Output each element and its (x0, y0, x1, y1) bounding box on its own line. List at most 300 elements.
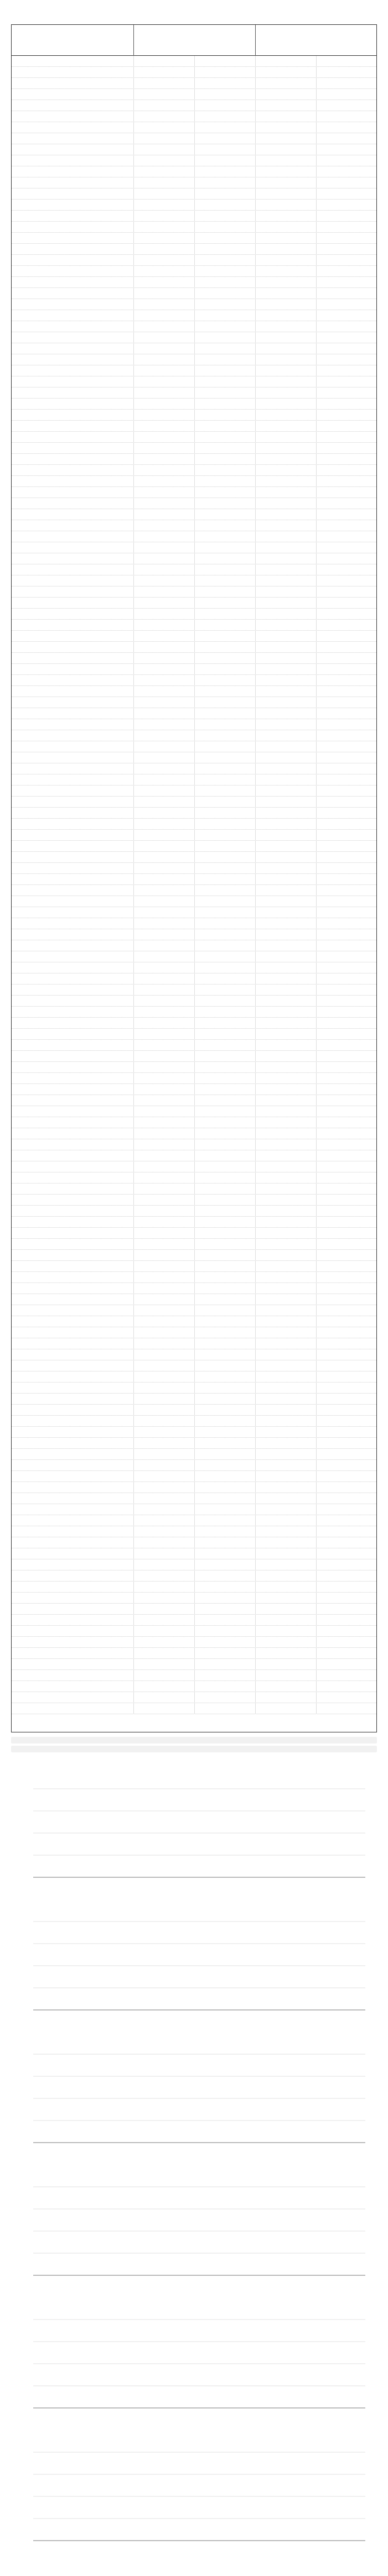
table-cell (316, 1029, 317, 1040)
table-cell (255, 531, 256, 542)
table-cell (255, 288, 256, 299)
note-line (11, 1746, 377, 1752)
table-row (12, 1471, 376, 1482)
table-cell (316, 841, 317, 852)
table-row (12, 1272, 376, 1283)
table-row (12, 1007, 376, 1018)
table-cell (316, 531, 317, 542)
table-cell (194, 233, 195, 244)
table-cell (316, 321, 317, 332)
table-row (12, 1438, 376, 1449)
table-cell (255, 166, 256, 177)
table-cell (194, 907, 195, 918)
table-cell (316, 1018, 317, 1029)
table-cell (194, 1692, 195, 1703)
table-cell (194, 929, 195, 940)
table-cell (316, 664, 317, 675)
table-cell (133, 553, 134, 564)
table-cell (133, 1703, 134, 1714)
table-cell (316, 1405, 317, 1416)
table-row (12, 211, 376, 222)
table-cell (194, 520, 195, 531)
table-cell (316, 255, 317, 266)
table-row (12, 1460, 376, 1471)
table-cell (255, 951, 256, 962)
table-cell (133, 354, 134, 365)
table-row (12, 122, 376, 133)
table-cell (133, 133, 134, 144)
table-cell (133, 841, 134, 852)
table-cell (133, 1681, 134, 1692)
table-cell (316, 1095, 317, 1106)
table-cell (316, 1261, 317, 1272)
table-cell (194, 1073, 195, 1084)
table-cell (194, 940, 195, 951)
table-cell (133, 1471, 134, 1482)
table-cell (194, 1128, 195, 1139)
table-row (12, 808, 376, 819)
table-cell (133, 1228, 134, 1239)
table-cell (255, 1449, 256, 1460)
table-cell (316, 741, 317, 752)
table-cell (255, 454, 256, 465)
table-cell (194, 321, 195, 332)
table-row (12, 1383, 376, 1394)
table-cell (255, 233, 256, 244)
table-cell (316, 863, 317, 874)
chart-panel (11, 2034, 377, 2161)
table-row (12, 56, 376, 67)
table-cell (316, 1316, 317, 1327)
table-cell (133, 177, 134, 189)
table-cell (255, 1294, 256, 1305)
table-cell (255, 354, 256, 365)
table-cell (255, 1305, 256, 1316)
table-cell (316, 1360, 317, 1371)
table-cell (133, 1195, 134, 1206)
table-cell (255, 1670, 256, 1681)
table-cell (133, 1515, 134, 1526)
table-cell (194, 1515, 195, 1526)
table-cell (194, 1228, 195, 1239)
table-cell (316, 1117, 317, 1128)
table-cell (255, 376, 256, 388)
table-cell (255, 1659, 256, 1670)
table-cell (316, 1471, 317, 1482)
table-cell (255, 719, 256, 730)
table-row (12, 1681, 376, 1692)
table-cell (255, 841, 256, 852)
table-cell (255, 388, 256, 399)
table-cell (316, 763, 317, 774)
table-cell (133, 200, 134, 211)
table-cell (194, 343, 195, 354)
table-cell (133, 1316, 134, 1327)
table-cell (316, 885, 317, 896)
table-cell (316, 1559, 317, 1570)
table-cell (255, 1095, 256, 1106)
table-cell (133, 1670, 134, 1681)
table-cell (316, 1604, 317, 1615)
table-cell (133, 918, 134, 929)
table-cell (255, 774, 256, 786)
table-cell (316, 100, 317, 111)
table-cell (255, 940, 256, 951)
table-cell (194, 575, 195, 587)
table-row (12, 1637, 376, 1648)
table-cell (255, 111, 256, 122)
table-cell (133, 1327, 134, 1338)
table-cell (255, 1261, 256, 1272)
table-row (12, 1172, 376, 1184)
table-cell (316, 1670, 317, 1681)
table-cell (316, 1427, 317, 1438)
table-cell (255, 542, 256, 553)
table-cell (316, 1239, 317, 1250)
table-row (12, 332, 376, 343)
table-cell (194, 962, 195, 973)
table-cell (316, 1648, 317, 1659)
table-cell (194, 1615, 195, 1626)
table-row (12, 476, 376, 487)
table-row (12, 1427, 376, 1438)
table-cell (133, 1504, 134, 1515)
table-cell (316, 830, 317, 841)
table-cell (194, 1681, 195, 1692)
table-cell (255, 56, 256, 67)
table-row (12, 730, 376, 741)
table-row (12, 1040, 376, 1051)
table-cell (316, 299, 317, 310)
table-cell (194, 664, 195, 675)
table-cell (255, 1692, 256, 1703)
table-cell (316, 1128, 317, 1139)
table-cell (133, 631, 134, 642)
table-cell (316, 233, 317, 244)
table-cell (133, 233, 134, 244)
table-row (12, 1615, 376, 1626)
table-cell (316, 1327, 317, 1338)
table-cell (133, 1405, 134, 1416)
table-cell (194, 299, 195, 310)
table-cell (316, 1416, 317, 1427)
table-row (12, 620, 376, 631)
table-header (12, 25, 376, 56)
table-cell (133, 708, 134, 719)
table-cell (194, 763, 195, 774)
table-cell (255, 299, 256, 310)
table-cell (194, 255, 195, 266)
chart-caption (11, 2167, 377, 2179)
table-row (12, 1394, 376, 1405)
table-row (12, 1294, 376, 1305)
table-cell (194, 1394, 195, 1405)
table-cell (133, 520, 134, 531)
table-cell (255, 1228, 256, 1239)
table-cell (316, 1283, 317, 1294)
table-cell (255, 432, 256, 443)
table-row (12, 1051, 376, 1062)
table-cell (316, 56, 317, 67)
table-row (12, 1515, 376, 1526)
table-cell (133, 907, 134, 918)
table-cell (316, 786, 317, 797)
table-cell (255, 1084, 256, 1095)
table-row (12, 1604, 376, 1615)
table-cell (255, 133, 256, 144)
table-cell (255, 421, 256, 432)
table-cell (255, 1184, 256, 1195)
table-cell (133, 56, 134, 67)
table-cell (133, 1626, 134, 1637)
table-cell (316, 874, 317, 885)
table-cell (255, 189, 256, 200)
table-cell (133, 78, 134, 89)
table-cell (133, 1139, 134, 1150)
table-cell (133, 443, 134, 454)
table-row (12, 841, 376, 852)
table-cell (133, 896, 134, 907)
chart-panel (11, 2167, 377, 2294)
table-cell (255, 730, 256, 741)
table-cell (194, 388, 195, 399)
table-cell (255, 1493, 256, 1504)
table-cell (133, 67, 134, 78)
table-cell (133, 144, 134, 155)
table-cell (316, 575, 317, 587)
table-cell (255, 1139, 256, 1150)
table-cell (133, 111, 134, 122)
table-cell (133, 587, 134, 598)
table-cell (316, 288, 317, 299)
table-row (12, 1349, 376, 1360)
table-cell (255, 1626, 256, 1637)
table-row (12, 907, 376, 918)
table-cell (133, 1493, 134, 1504)
table-cell (133, 454, 134, 465)
table-cell (133, 1239, 134, 1250)
table-row (12, 1582, 376, 1593)
table-cell (255, 1338, 256, 1349)
line-chart (11, 2447, 377, 2557)
table-row (12, 266, 376, 277)
table-cell (316, 155, 317, 166)
table-cell (194, 421, 195, 432)
table-row (12, 421, 376, 432)
table-cell (316, 1150, 317, 1161)
table-cell (255, 1272, 256, 1283)
table-cell (194, 1371, 195, 1383)
table-row (12, 1206, 376, 1217)
table-cell (133, 376, 134, 388)
table-cell (316, 587, 317, 598)
table-cell (316, 1073, 317, 1084)
table-cell (194, 189, 195, 200)
table-cell (316, 1217, 317, 1228)
table-cell (194, 1095, 195, 1106)
table-cell (194, 653, 195, 664)
table-row (12, 410, 376, 421)
table-cell (255, 1593, 256, 1604)
table-cell (194, 155, 195, 166)
table-cell (316, 730, 317, 741)
table-cell (316, 1515, 317, 1526)
table-cell (255, 797, 256, 808)
table-cell (316, 918, 317, 929)
table-row (12, 1117, 376, 1128)
table-cell (316, 1626, 317, 1637)
chart-panel (11, 1902, 377, 2029)
table-cell (133, 1460, 134, 1471)
table-row (12, 719, 376, 730)
table-cell (194, 819, 195, 830)
table-cell (194, 432, 195, 443)
table-cell (255, 1416, 256, 1427)
table-cell (194, 631, 195, 642)
table-cell (255, 1526, 256, 1537)
table-cell (316, 177, 317, 189)
table-cell (194, 1150, 195, 1161)
table-cell (316, 354, 317, 365)
table-cell (194, 288, 195, 299)
header-indicator-column (12, 25, 133, 56)
table-cell (316, 277, 317, 288)
table-row (12, 277, 376, 288)
table-cell (194, 1383, 195, 1394)
table-cell (255, 1349, 256, 1360)
table-cell (316, 1305, 317, 1316)
table-cell (194, 144, 195, 155)
table-cell (316, 1681, 317, 1692)
table-cell (255, 155, 256, 166)
table-row (12, 189, 376, 200)
table-cell (194, 708, 195, 719)
table-row (12, 962, 376, 973)
table-row (12, 918, 376, 929)
table-cell (316, 1394, 317, 1405)
table-cell (255, 1703, 256, 1714)
table-cell (133, 1051, 134, 1062)
table-cell (133, 288, 134, 299)
table-cell (255, 1206, 256, 1217)
table-row (12, 763, 376, 774)
table-row (12, 1504, 376, 1515)
table-cell (194, 498, 195, 509)
table-row (12, 310, 376, 321)
table-cell (133, 1360, 134, 1371)
table-cell (194, 1316, 195, 1327)
table-cell (255, 410, 256, 421)
table-row (12, 354, 376, 365)
table-row (12, 144, 376, 155)
table-cell (194, 1062, 195, 1073)
table-cell (316, 653, 317, 664)
table-cell (316, 310, 317, 321)
table-row (12, 642, 376, 653)
table-cell (255, 1371, 256, 1383)
table-row (12, 288, 376, 299)
table-cell (194, 918, 195, 929)
table-row (12, 388, 376, 399)
table-cell (133, 299, 134, 310)
table-cell (255, 1559, 256, 1570)
table-cell (316, 1206, 317, 1217)
table-row (12, 1150, 376, 1161)
table-cell (133, 874, 134, 885)
table-cell (133, 410, 134, 421)
table-cell (194, 365, 195, 376)
table-cell (194, 354, 195, 365)
table-cell (316, 410, 317, 421)
table-cell (316, 620, 317, 631)
table-row (12, 985, 376, 996)
table-cell (133, 797, 134, 808)
table-cell (194, 609, 195, 620)
table-cell (133, 100, 134, 111)
table-cell (133, 1272, 134, 1283)
table-cell (194, 1327, 195, 1338)
table-row (12, 863, 376, 874)
table-cell (133, 509, 134, 520)
table-cell (194, 808, 195, 819)
table-cell (316, 675, 317, 686)
table-row (12, 233, 376, 244)
table-cell (133, 863, 134, 874)
table-cell (255, 78, 256, 89)
table-cell (133, 962, 134, 973)
table-cell (316, 1659, 317, 1670)
table-cell (316, 940, 317, 951)
table-row (12, 520, 376, 531)
chart-panel (11, 1769, 377, 1896)
table-cell (255, 553, 256, 564)
table-row (12, 133, 376, 144)
table-cell (255, 1106, 256, 1117)
line-chart (11, 2314, 377, 2425)
table-cell (133, 1416, 134, 1427)
table-row (12, 177, 376, 189)
table-cell (133, 1427, 134, 1438)
table-row (12, 1239, 376, 1250)
table-cell (133, 1559, 134, 1570)
table-cell (133, 564, 134, 575)
table-cell (255, 465, 256, 476)
table-row (12, 1261, 376, 1272)
table-cell (255, 852, 256, 863)
table-cell (133, 277, 134, 288)
table-cell (255, 1405, 256, 1416)
table-cell (133, 1250, 134, 1261)
table-row (12, 1073, 376, 1084)
table-cell (255, 1073, 256, 1084)
table-cell (194, 244, 195, 255)
table-row (12, 1018, 376, 1029)
table-cell (133, 1692, 134, 1703)
table-cell (255, 1029, 256, 1040)
table-cell (194, 1637, 195, 1648)
table-cell (133, 1305, 134, 1316)
table-cell (255, 1117, 256, 1128)
table-cell (194, 487, 195, 498)
table-cell (316, 244, 317, 255)
table-cell (316, 1051, 317, 1062)
table-row (12, 155, 376, 166)
table-cell (255, 918, 256, 929)
table-cell (194, 1548, 195, 1559)
table-cell (194, 1559, 195, 1570)
table-cell (194, 1493, 195, 1504)
table-cell (255, 89, 256, 100)
